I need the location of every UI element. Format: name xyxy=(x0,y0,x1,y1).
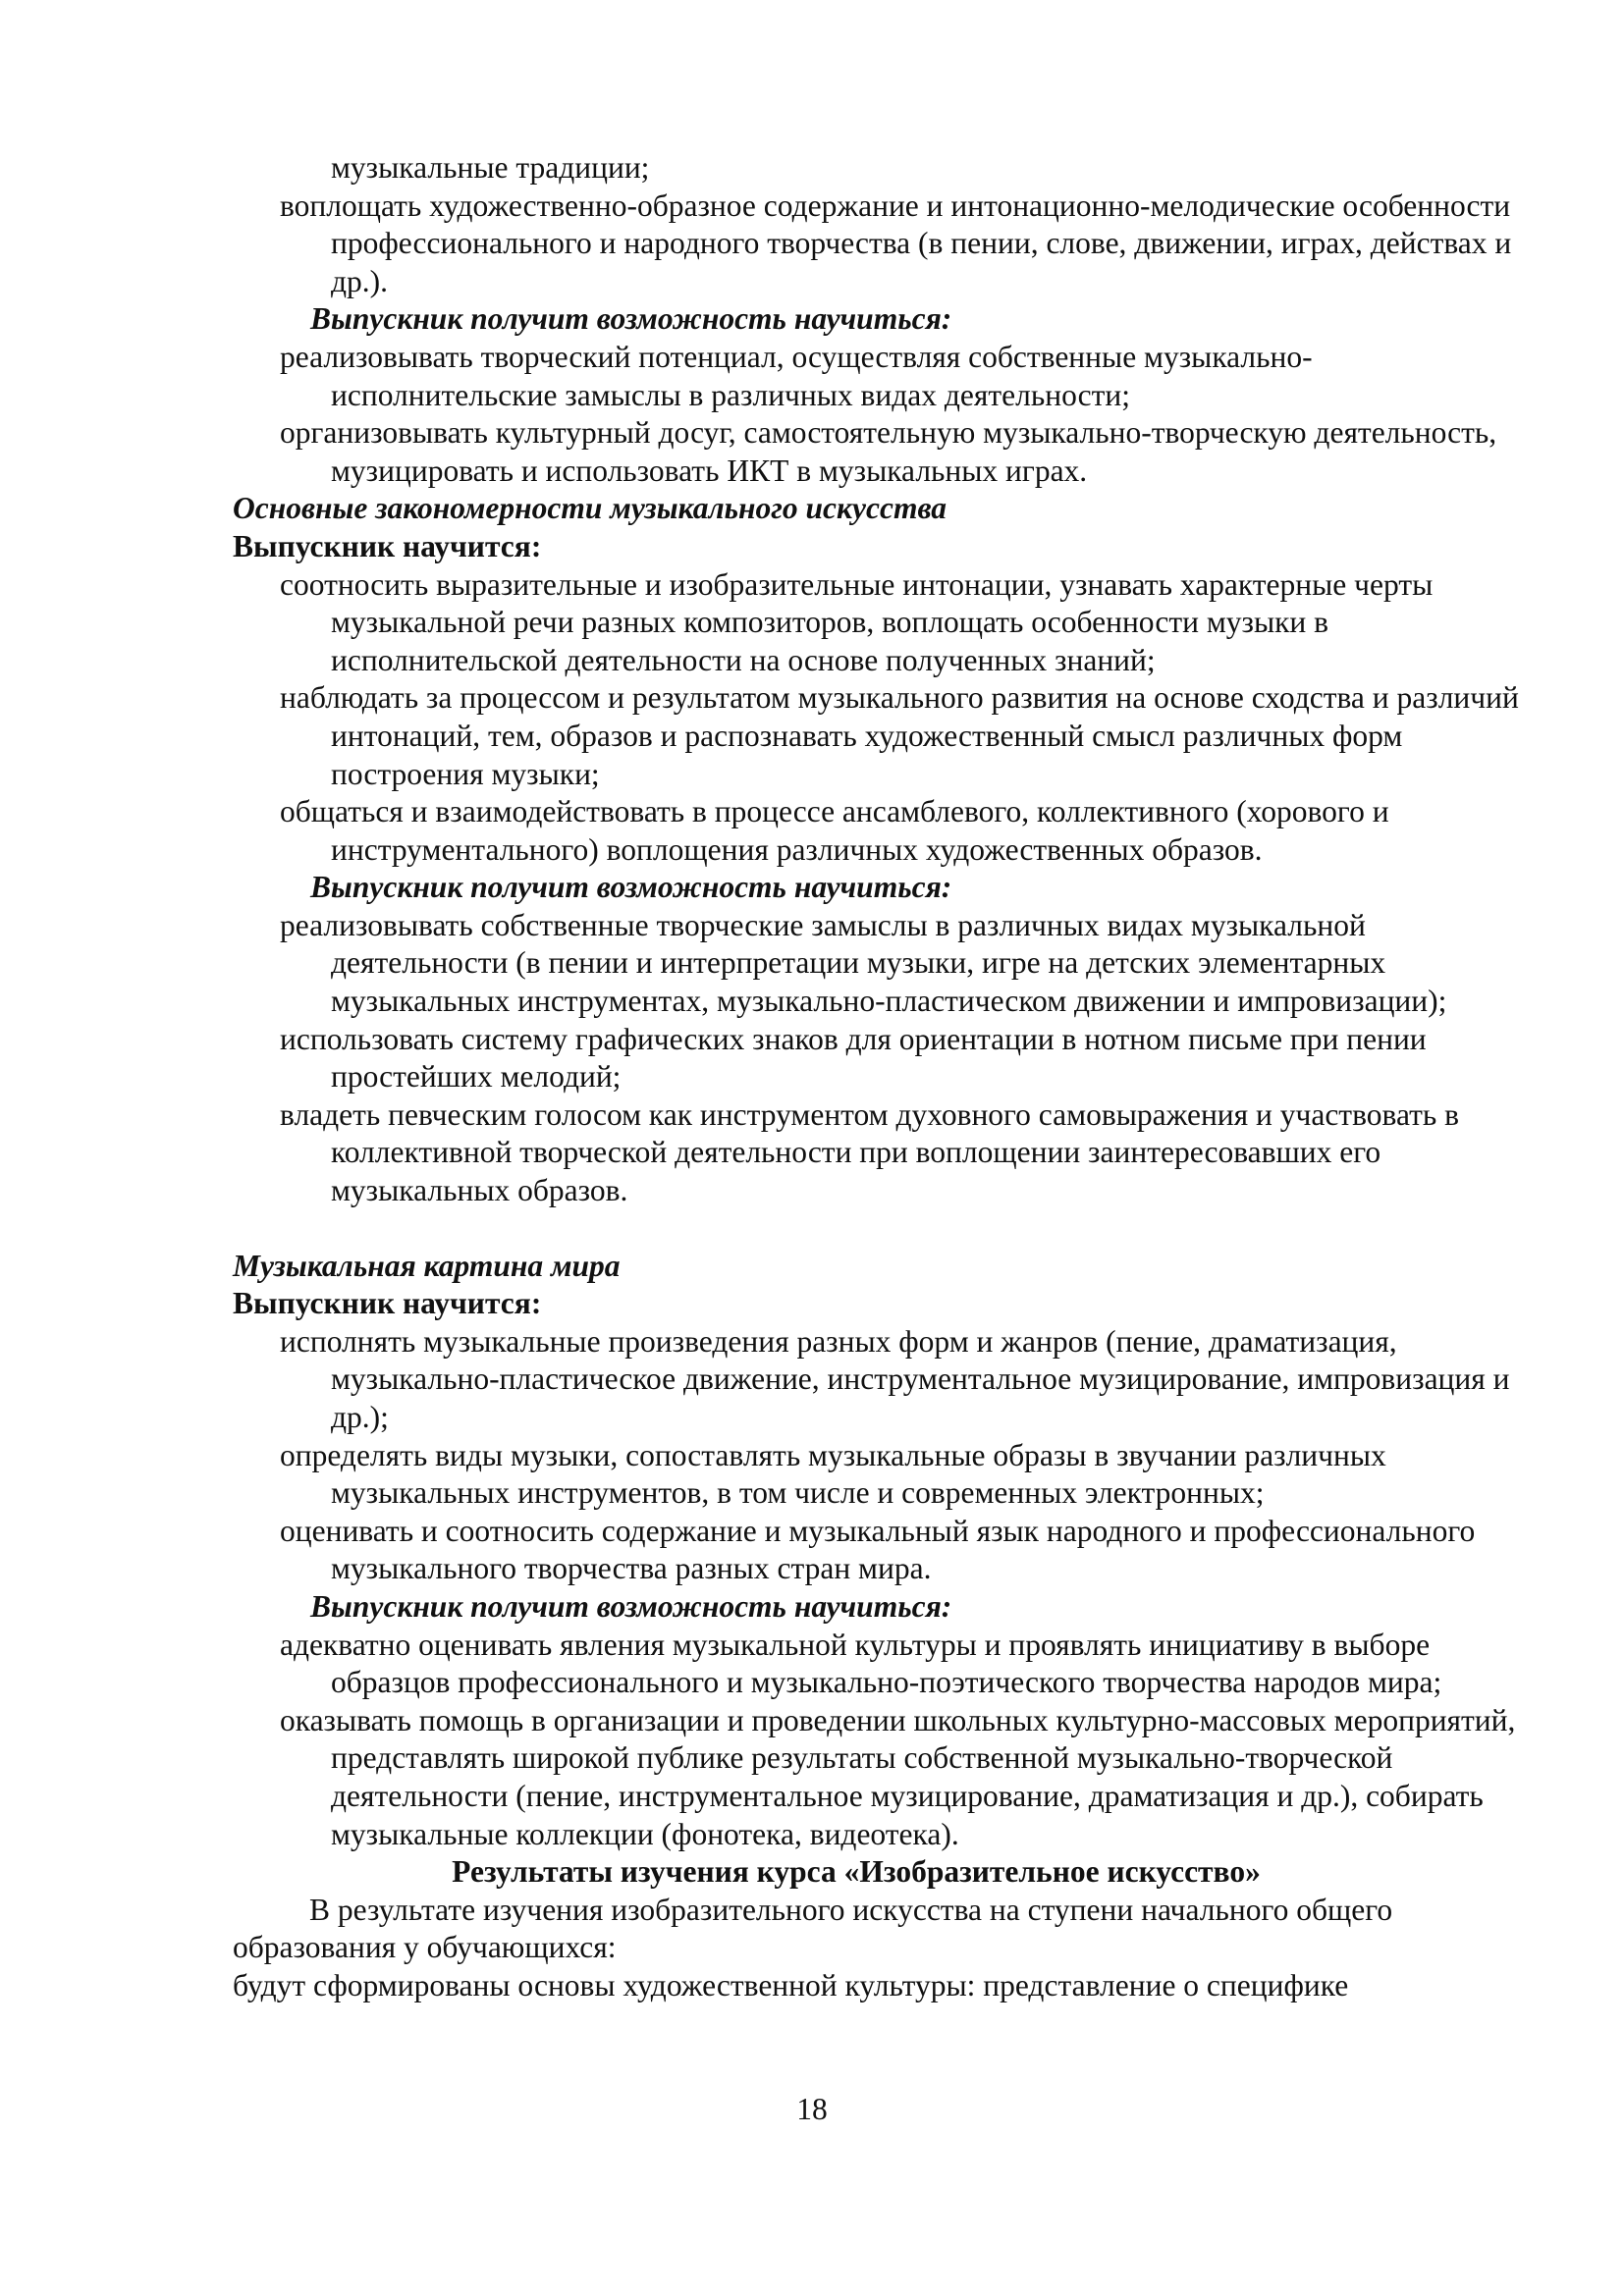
list-item: определять виды музыки, сопоставлять музыкальные образы в звучании различных музыкальных инструментов, в том числе и современных электронных; xyxy=(280,1437,1386,1511)
subheading-opportunity: Выпускник получит возможность научиться: xyxy=(310,301,952,337)
list-item: соотносить выразительные и изобразительные интонации, узнавать характерные черты музыкальной речи разных композиторов, воплощать особенности музыки в исполнительской деятельности на основе полученных знаний; xyxy=(280,566,1434,677)
list-item: воплощать художественно-образное содержание и интонационно-мелодические особенности профессионального и народного творчества (в пении, слове, движении, играх, действах и др.). xyxy=(280,187,1512,298)
list-item: адекватно оценивать явления музыкальной культуры и проявлять инициативу в выборе образцов профессионального и музыкально-поэтического творчества народов мира; xyxy=(280,1627,1442,1700)
list-item: реализовывать творческий потенциал, осуществляя собственные музыкально-исполнительские замыслы в различных видах деятельности; xyxy=(280,339,1313,412)
list-item: организовывать культурный досуг, самостоятельную музыкально-творческую деятельность, музицировать и использовать ИКТ в музыкальных играх. xyxy=(280,415,1497,488)
paragraph-continuation: музыкальные традиции; xyxy=(331,150,650,185)
list-item: использовать систему графических знаков для ориентации в нотном письме при пении простейших мелодий; xyxy=(280,1021,1427,1095)
document-body xyxy=(233,149,1539,2005)
learner-heading: Выпускник научится: xyxy=(233,528,542,563)
list-item: наблюдать за процессом и результатом музыкального развития на основе сходства и различий интонаций, тем, образов и распознавать художественный смысл различных форм построения музыки; xyxy=(280,680,1519,791)
intro-paragraph: В результате изучения изобразительного искусства на ступени начального общего образования у обучающихся: xyxy=(233,1892,1393,1965)
list-item: общаться и взаимодействовать в процессе ансамблевого, коллективного (хорового и инструментального) воплощения различных художественных образов. xyxy=(280,794,1389,867)
section-heading: Основные закономерности музыкального искусства xyxy=(233,491,947,526)
page-number: 18 xyxy=(796,2092,828,2126)
section-heading: Музыкальная картина мира xyxy=(233,1248,621,1283)
list-item: исполнять музыкальные произведения разных форм и жанров (пение, драматизация, музыкально-пластическое движение, инструментальное музицирование, импровизация и др.); xyxy=(280,1323,1510,1434)
list-item: оказывать помощь в организации и проведении школьных культурно-массовых мероприятий, представлять широкой публике результаты собственной музыкально-творческой деятельности (пение, инструментальное музицирование, драматизация и др.), собирать музыкальные коллекции (фонотека, видеотека). xyxy=(280,1702,1516,1851)
course-results-title: Результаты изучения курса «Изобразительное искусство» xyxy=(452,1854,1261,1890)
list-item: владеть певческим голосом как инструментом духовного самовыражения и участвовать в коллективной творческой деятельности при воплощении заинтересовавших его музыкальных образов. xyxy=(280,1096,1459,1208)
list-item: оценивать и соотносить содержание и музыкальный язык народного и профессионального музыкального творчества разных стран мира. xyxy=(280,1513,1476,1586)
learner-heading: Выпускник научится: xyxy=(233,1286,542,1321)
list-item: реализовывать собственные творческие замыслы в различных видах музыкальной деятельности (в пении и интерпретации музыки, игре на детских элементарных музыкальных инструментах, музыкально-пластическом движении и импровизации); xyxy=(280,907,1447,1019)
subheading-opportunity: Выпускник получит возможность научиться: xyxy=(310,870,952,905)
subheading-opportunity: Выпускник получит возможность научиться: xyxy=(310,1588,952,1624)
paragraph: будут сформированы основы художественной культуры: представление о специфике xyxy=(233,1967,1349,2002)
